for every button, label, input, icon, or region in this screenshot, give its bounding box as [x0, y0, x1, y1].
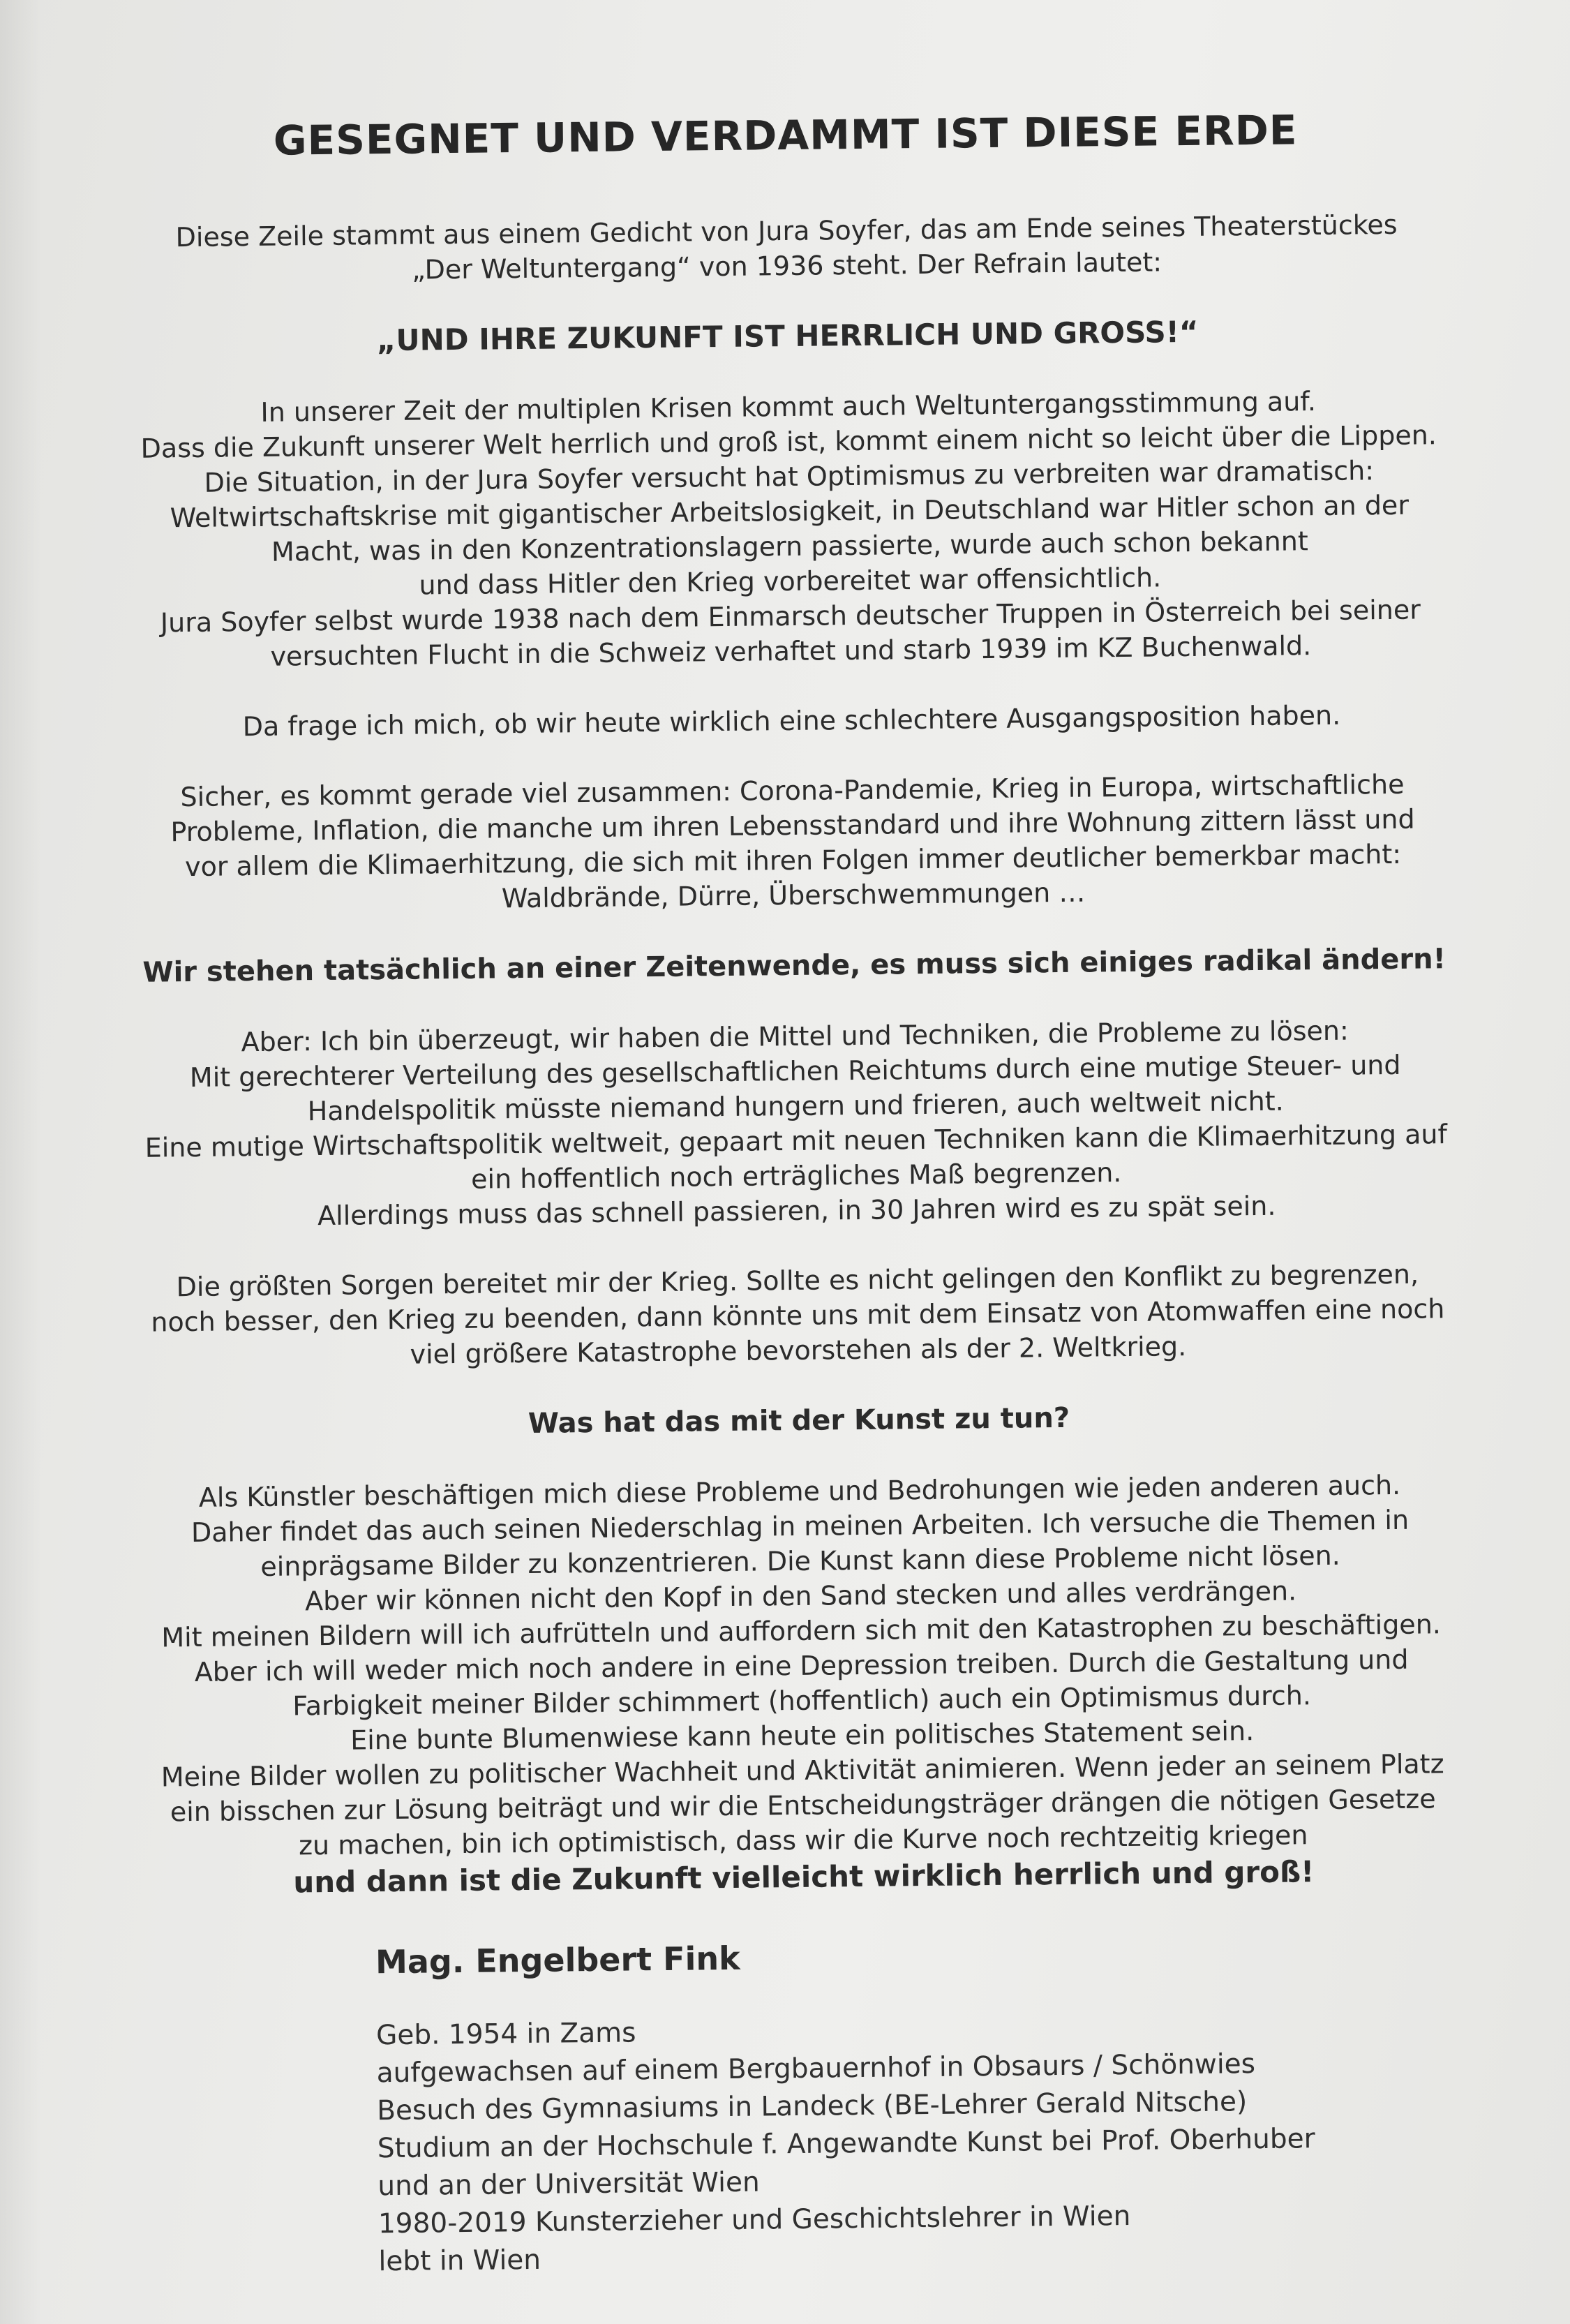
- artist-bio: [375, 1932, 1488, 2281]
- paragraph-solutions: Aber: Ich bin überzeugt, wir haben die Mittel und Techniken, die Probleme zu lösen: Mit gerechterer Verteilung des gesellschaftlichen Reichtums durch eine mutige Steuer- und Handelspolitik müsste niemand hungern und frieren, auch weltweit nicht. Eine mutige Wirtschaftspolitik weltweit, gepaart mit neuen Techniken kann die Klimaerhitzung auf ein hoffentlich noch erträgliches Maß begrenzen. Allerdings muss das schnell passieren, in 30 Jahren wird es zu spät sein.: [144, 1015, 1448, 1232]
- bio-line: und an der Universität Wien: [377, 2166, 760, 2203]
- page-shadow: [0, 0, 42, 2324]
- intro-paragraph: Diese Zeile stammt aus einem Gedicht von Jura Soyfer, das am Ende seines Theaterstückes „Der Weltuntergang“ von 1936 steht. Der Refrain lautet:: [175, 209, 1398, 285]
- paragraph-crisis-history: In unserer Zeit der multiplen Krisen kommt auch Weltuntergangsstimmung auf. Dass die Zukunft unserer Welt herrlich und groß ist, kommt einem nicht so leicht über die Lippen. Die Situation, in der Jura Soyfer versucht hat Optimismus zu verbreiten war dramatisch: Weltwirtschaftskrise mit gigantischer Arbeitslosigkeit, in Deutschland war Hitler schon an der Macht, was in den Konzentrationslagern passierte, wurde auch schon bekannt und dass Hitler den Krieg vorbereitet war offensichtlich. Jura Soyfer selbst wurde 1938 nach dem Einmarsch deutscher Truppen in Österreich bei seiner versuchten Flucht in die Schweiz verhaftet und starb 1939 im KZ Buchenwald.: [140, 386, 1437, 672]
- paragraph-question: Da frage ich mich, ob wir heute wirklich eine schlechtere Ausgangsposition haben.: [242, 699, 1341, 743]
- bio-line: Geb. 1954 in Zams: [375, 2017, 636, 2052]
- bio-line: aufgewachsen auf einem Bergbauernhof in Obsaurs / Schönwies: [376, 2048, 1256, 2090]
- bio-line: Besuch des Gymnasiums in Landeck (BE-Lehrer Gerald Nitsche): [377, 2086, 1248, 2127]
- bio-line: 1980-2019 Kunsterzieher und Geschichtslehrer in Wien: [377, 2200, 1131, 2240]
- heading-zeitenwende: Wir stehen tatsächlich an einer Zeitenwende, es muss sich einiges radikal ändern!: [142, 943, 1446, 989]
- bio-line: lebt in Wien: [378, 2244, 541, 2278]
- page-title: GESEGNET UND VERDAMMT IST DIESE ERDE: [273, 106, 1298, 165]
- paragraph-art: Als Künstler beschäftigen mich diese Probleme und Bedrohungen wie jeden anderen auch. Daher findet das auch seinen Niederschlag in meinen Arbeiten. Ich versuche die Themen in einprägsame Bilder zu konzentrieren. Die Kunst kann diese Probleme nicht lösen. Aber wir können nicht den Kopf in den Sand stecken und alles verdrängen. Mit meinen Bildern will ich aufrütteln und auffordern sich mit den Katastrophen zu beschäftigen. Aber ich will weder mich noch andere in eine Depression treiben. Durch die Gestaltung und Farbigkeit meiner Bilder schimmert (hoffentlich) auch ein Optimismus durch. Eine bunte Blumenwiese kann heute ein politisches Statement sein. Meine Bilder wollen zu politischer Wachheit und Aktivität animieren. Wenn jeder an seinem Platz ein bisschen zur Lösung beiträgt und wir die Entscheidungsträger drängen die nötigen Gesetze zu machen, bin ich optimistisch, dass wir die Kurve noch rechtzeitig kriegen: [160, 1469, 1444, 1861]
- document-body: [105, 84, 1488, 2284]
- closing-line: und dann ist die Zukunft vielleicht wirklich herrlich und groß!: [293, 1854, 1315, 1900]
- artist-name: Mag. Engelbert Fink: [375, 1939, 740, 1981]
- refrain-heading: „UND IHRE ZUKUNFT IST HERRLICH UND GROSS!“: [376, 314, 1199, 358]
- bio-line: Studium an der Hochschule f. Angewandte Kunst bei Prof. Oberhuber: [377, 2123, 1315, 2165]
- heading-kunst: Was hat das mit der Kunst zu tun?: [528, 1401, 1070, 1440]
- paragraph-current-crises: Sicher, es kommt gerade viel zusammen: Corona-Pandemie, Krieg in Europa, wirtschaftliche Probleme, Inflation, die manche um ihren Lebensstandard und ihre Wohnung zittern lässt und vor allem die Klimaerhitzung, die sich mit ihren Folgen immer deutlicher bemerkbar macht: Waldbrände, Dürre, Überschwemmungen …: [170, 768, 1415, 914]
- paragraph-war: Die größten Sorgen bereitet mir der Krieg. Sollte es nicht gelingen den Konflikt zu begrenzen, noch besser, den Krieg zu beenden, dann könnte uns mit dem Einsatz von Atomwaffen eine noch viel größere Katastrophe bevorstehen als der 2. Weltkrieg.: [151, 1258, 1445, 1370]
